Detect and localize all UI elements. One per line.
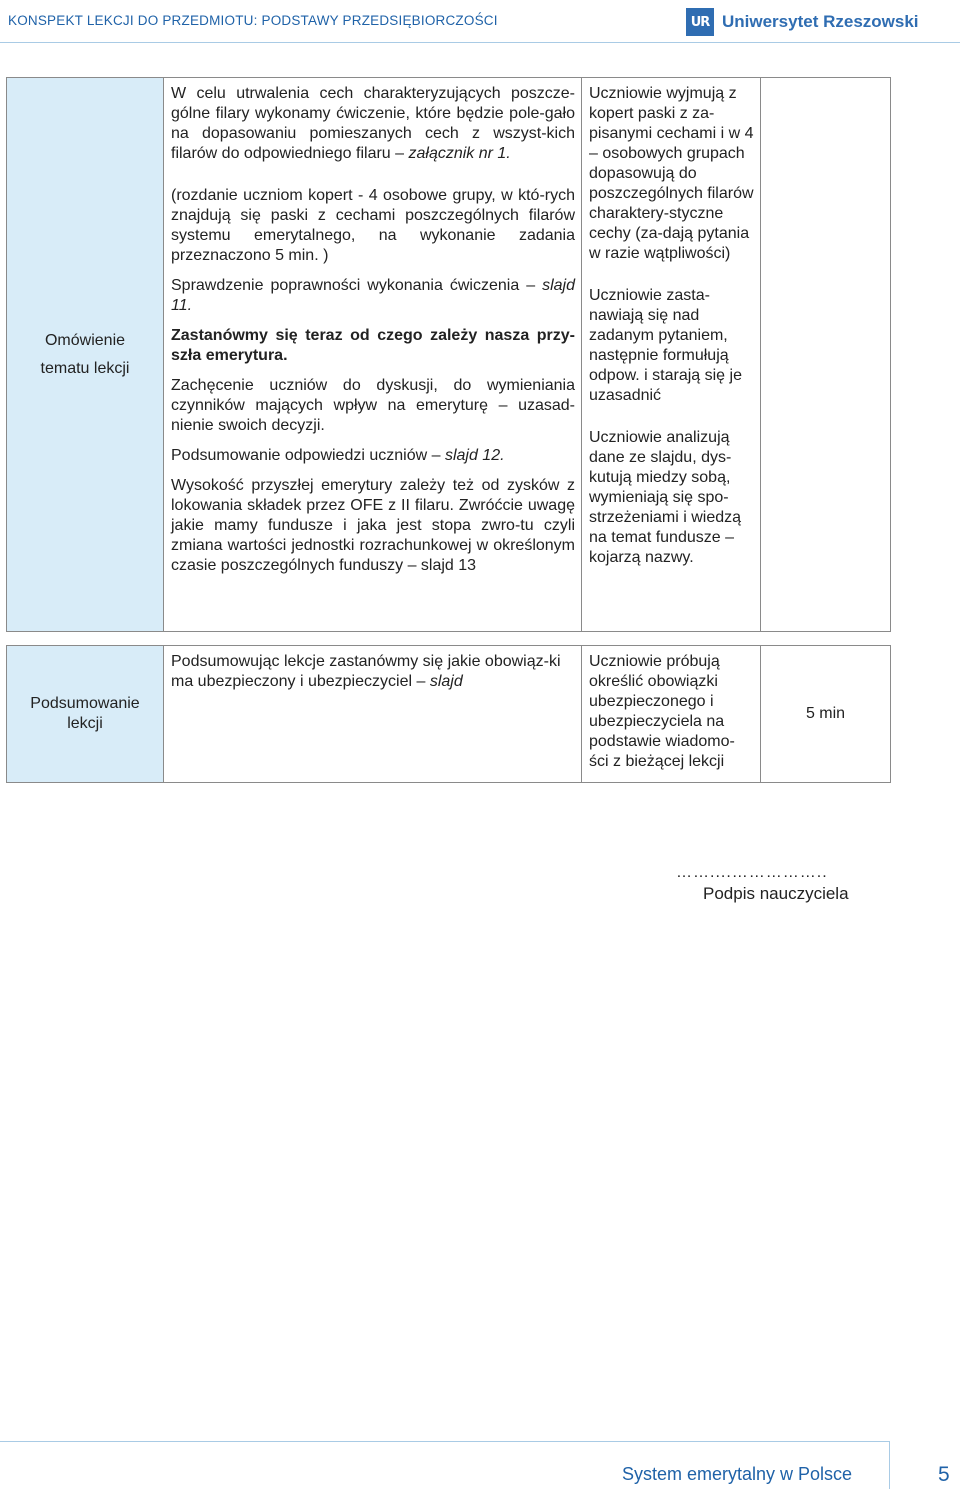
student-activity-discussion	[582, 78, 761, 632]
paragraph-obligations: Podsumowując lekcje zastanówmy się jakie obowiąz-ki ma ubezpieczony i ubezpieczyciel – slajd	[171, 653, 561, 690]
student-activity-1: Uczniowie wyjmują z kopert paski z za-pisanymi cechami i w 4 – osobowych grupach dopasowują do poszczególnych filarów charaktery-styczne cechy (za-dają pytania w razie wątpliwości)	[589, 85, 754, 262]
ur-logo-icon: UR	[686, 8, 714, 36]
student-activity-4: Uczniowie próbują określić obowiązki ubezpieczonego i ubezpieczyciela na podstawie wiadomo-ści z bieżącej lekcji	[589, 653, 735, 770]
university-name: Uniwersytet Rzeszowski	[722, 12, 919, 31]
footer-title: System emerytalny w Polsce	[622, 1464, 853, 1484]
stage-label-summary: Podsumowanie lekcji	[7, 646, 164, 783]
footer-divider	[889, 1441, 890, 1489]
time-discussion	[761, 78, 891, 632]
paragraph-encourage: Zachęcenie uczniów do dyskusji, do wymieniania czynników mających wpływ na emeryturę – uzasad-nienie swoich decyzji.	[171, 377, 575, 434]
page-number: 5	[938, 1463, 950, 1486]
table-row-spacer	[7, 632, 891, 646]
table-row-discussion	[7, 78, 891, 632]
paragraph-exercise: W celu utrwalenia cech charakteryzujących poszcze-gólne filary wykonamy ćwiczenie, które będzie pole-gało na dopasowaniu pomieszanych cech z wszyst-kich filarów do odpowiedniego filaru – załącznik nr 1.	[171, 85, 575, 162]
document-header-title: KONSPEKT LEKCJI DO PRZEDMIOTU: PODSTAWY PRZEDSIĘBIORCZOŚCI	[8, 13, 498, 28]
paragraph-summary: Podsumowanie odpowiedzi uczniów – slajd 12.	[171, 447, 505, 464]
student-activity-2: Uczniowie zasta-nawiają się nad zadanym pytaniem, następnie formułują odpow. i starają się je uzasadnić	[589, 287, 742, 404]
time-summary: 5 min	[761, 646, 891, 783]
student-activity-summary	[582, 646, 761, 783]
paragraph-envelopes: (rozdanie uczniom kopert - 4 osobowe grupy, w któ-rych znajdują się paski z cechami poszczególnych filarów systemu emerytalnego, na wykonanie zadania przeznaczono 5 min. )	[171, 187, 575, 264]
teacher-activity-discussion	[164, 78, 582, 632]
footer-rule	[0, 1441, 890, 1442]
stage-label-discussion: Omówienie tematu lekcji	[7, 78, 164, 632]
paragraph-ofe: Wysokość przyszłej emerytury zależy też od zysków z lokowania składek przez OFE z II filaru. Zwróćcie uwagę jakie mamy fundusze i jaka jest stopa zwro-tu czyli zmiana wartości jednostki rozrachunkowej w określonym czasie poszczególnych funduszy – slajd 13	[171, 477, 575, 574]
header-rule	[0, 42, 960, 43]
paragraph-check: Sprawdzenie poprawności wykonania ćwiczenia – slajd 11.	[171, 277, 575, 314]
signature-label: Podpis nauczyciela	[703, 884, 849, 903]
university-logo	[686, 7, 919, 37]
signature-line: ……....……………..	[676, 864, 828, 881]
teacher-activity-summary	[164, 646, 582, 783]
student-activity-3: Uczniowie analizują dane ze slajdu, dys-kutują miedzy sobą, wymieniają się spo-strzeżeniami i wiedzą na temat fundusze – kojarzą nazwy.	[589, 429, 742, 566]
paragraph-question: Zastanówmy się teraz od czego zależy nasza przy-szła emerytura.	[171, 327, 575, 364]
table-row-summary	[7, 646, 891, 783]
lesson-plan-table	[6, 77, 891, 783]
